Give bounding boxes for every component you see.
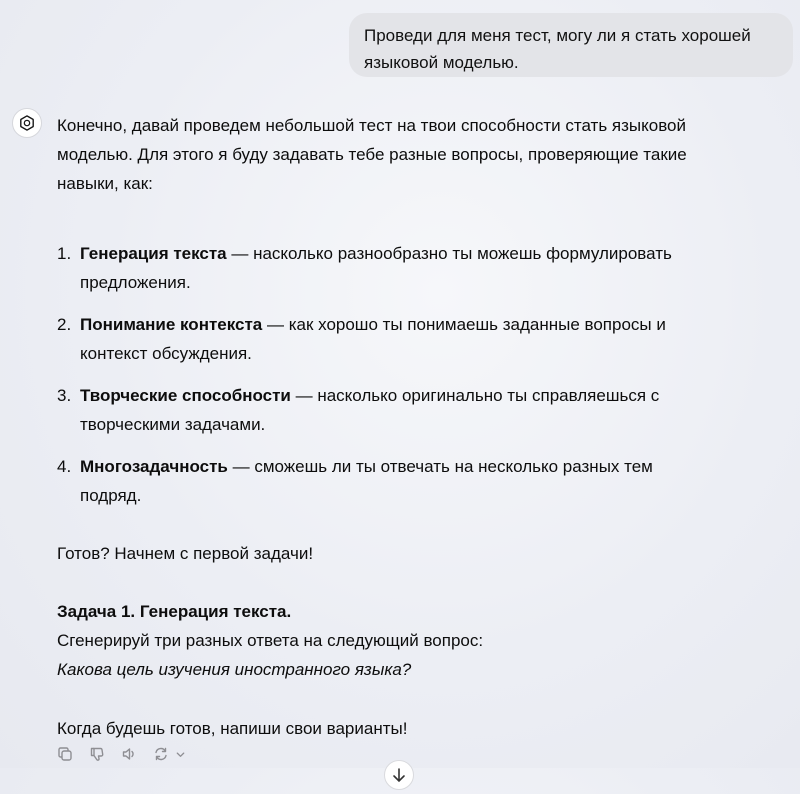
list-number: 4. <box>57 457 72 476</box>
task-question: Какова цель изучения иностранного языка? <box>57 660 412 679</box>
list-item-desc-cont: контекст обсуждения. <box>80 344 252 363</box>
task-title: Задача 1. Генерация текста. <box>57 602 292 621</box>
copy-button[interactable] <box>54 743 76 765</box>
chevron-down-icon <box>175 749 186 760</box>
task-instruction: Сгенерируй три разных ответа на следующий вопрос: <box>57 631 484 650</box>
list-item-desc-cont: творческими задачами. <box>80 415 266 434</box>
list-item-desc: — насколько разнообразно ты можешь формулировать <box>226 244 672 263</box>
list-item-desc-cont: предложения. <box>80 273 191 292</box>
list-item-title: Понимание контекста <box>80 315 263 334</box>
intro-line-3: навыки, как: <box>57 174 153 193</box>
assistant-avatar <box>12 108 42 138</box>
task-block <box>57 597 747 684</box>
regenerate-icon <box>153 746 169 762</box>
regenerate-button[interactable] <box>150 743 196 765</box>
thumbs-down-icon <box>89 746 105 762</box>
list-item-desc: — как хорошо ты понимаешь заданные вопросы и <box>262 315 666 334</box>
user-message-bubble <box>349 13 793 77</box>
list-number: 1. <box>57 244 72 263</box>
read-aloud-button[interactable] <box>118 743 140 765</box>
list-item-desc: — насколько оригинально ты справляешься с <box>290 386 660 405</box>
ready-paragraph: Готов? Начнем с первой задачи! <box>57 544 314 563</box>
thumbs-down-button[interactable] <box>86 743 108 765</box>
list-item-title: Многозадачность <box>80 457 228 476</box>
intro-paragraph <box>57 111 747 198</box>
openai-logo-icon <box>17 113 37 133</box>
list-number: 2. <box>57 315 72 334</box>
list-item-desc: — сможешь ли ты отвечать на несколько разных тем <box>227 457 653 476</box>
list-number: 3. <box>57 386 72 405</box>
user-message-text: Проведи для меня тест, могу ли я стать хорошей языковой моделью. <box>364 26 751 72</box>
regenerate-icon-wrap <box>150 743 172 765</box>
chevron-wrap <box>174 743 186 765</box>
closing-paragraph: Когда будешь готов, напиши свои варианты! <box>57 719 408 738</box>
intro-line-2: моделью. Для этого я буду задавать тебе разные вопросы, проверяющие такие <box>57 145 687 164</box>
copy-icon <box>57 746 73 762</box>
intro-line-1: Конечно, давай проведем небольшой тест на твои способности стать языковой <box>57 116 686 135</box>
arrow-down-icon <box>385 761 413 789</box>
list-item-title: Генерация текста <box>80 244 227 263</box>
read-aloud-icon <box>121 746 137 762</box>
message-actions <box>54 743 196 765</box>
scroll-down-button[interactable] <box>384 760 414 790</box>
list-item-title: Творческие способности <box>80 386 291 405</box>
list-item-desc-cont: подряд. <box>80 486 142 505</box>
